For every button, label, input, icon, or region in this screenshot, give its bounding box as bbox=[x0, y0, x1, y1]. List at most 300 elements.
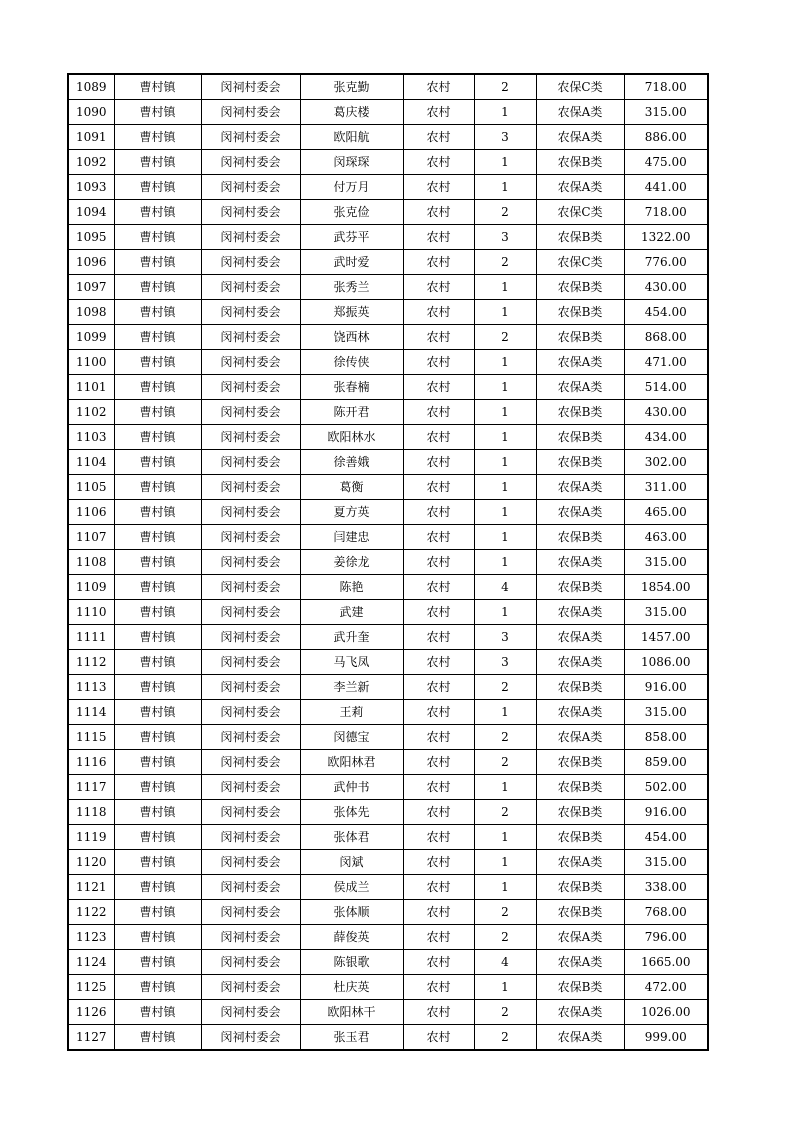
town-cell: 曹村镇 bbox=[114, 500, 201, 525]
area-type-cell: 农村 bbox=[403, 325, 474, 350]
row-number-cell: 1104 bbox=[68, 450, 114, 475]
insurance-category-cell: 农保A类 bbox=[536, 625, 624, 650]
area-type-cell: 农村 bbox=[403, 550, 474, 575]
row-number-cell: 1092 bbox=[68, 150, 114, 175]
row-number-cell: 1113 bbox=[68, 675, 114, 700]
table-row bbox=[68, 500, 708, 525]
town-cell: 曹村镇 bbox=[114, 300, 201, 325]
insurance-category-cell: 农保B类 bbox=[536, 400, 624, 425]
table-row bbox=[68, 450, 708, 475]
insurance-category-cell: 农保C类 bbox=[536, 200, 624, 225]
area-type-cell: 农村 bbox=[403, 675, 474, 700]
insurance-category-cell: 农保A类 bbox=[536, 375, 624, 400]
name-cell: 侯成兰 bbox=[300, 875, 403, 900]
town-cell: 曹村镇 bbox=[114, 925, 201, 950]
row-number-cell: 1093 bbox=[68, 175, 114, 200]
household-size-cell: 1 bbox=[474, 375, 536, 400]
row-number-cell: 1112 bbox=[68, 650, 114, 675]
name-cell: 葛衡 bbox=[300, 475, 403, 500]
household-size-cell: 1 bbox=[474, 450, 536, 475]
table-row bbox=[68, 525, 708, 550]
amount-cell: 475.00 bbox=[624, 150, 708, 175]
table-row bbox=[68, 475, 708, 500]
table-row bbox=[68, 850, 708, 875]
village-cell: 闵祠村委会 bbox=[201, 700, 300, 725]
name-cell: 闫建忠 bbox=[300, 525, 403, 550]
insurance-category-cell: 农保A类 bbox=[536, 175, 624, 200]
village-cell: 闵祠村委会 bbox=[201, 950, 300, 975]
name-cell: 武时爱 bbox=[300, 250, 403, 275]
household-size-cell: 1 bbox=[474, 525, 536, 550]
amount-cell: 454.00 bbox=[624, 300, 708, 325]
table-row bbox=[68, 625, 708, 650]
name-cell: 徐传侠 bbox=[300, 350, 403, 375]
household-size-cell: 1 bbox=[474, 475, 536, 500]
row-number-cell: 1115 bbox=[68, 725, 114, 750]
household-size-cell: 1 bbox=[474, 275, 536, 300]
town-cell: 曹村镇 bbox=[114, 875, 201, 900]
row-number-cell: 1106 bbox=[68, 500, 114, 525]
area-type-cell: 农村 bbox=[403, 850, 474, 875]
amount-cell: 718.00 bbox=[624, 200, 708, 225]
insurance-category-cell: 农保A类 bbox=[536, 850, 624, 875]
table-row bbox=[68, 250, 708, 275]
village-cell: 闵祠村委会 bbox=[201, 550, 300, 575]
table-row bbox=[68, 425, 708, 450]
insurance-category-cell: 农保C类 bbox=[536, 74, 624, 100]
table-row bbox=[68, 675, 708, 700]
town-cell: 曹村镇 bbox=[114, 550, 201, 575]
household-size-cell: 2 bbox=[474, 1025, 536, 1051]
household-size-cell: 1 bbox=[474, 775, 536, 800]
relief-roster-table bbox=[67, 73, 709, 1051]
table-row bbox=[68, 100, 708, 125]
household-size-cell: 1 bbox=[474, 425, 536, 450]
town-cell: 曹村镇 bbox=[114, 975, 201, 1000]
amount-cell: 1322.00 bbox=[624, 225, 708, 250]
household-size-cell: 1 bbox=[474, 700, 536, 725]
table-row bbox=[68, 975, 708, 1000]
row-number-cell: 1103 bbox=[68, 425, 114, 450]
name-cell: 张体顺 bbox=[300, 900, 403, 925]
table-row bbox=[68, 400, 708, 425]
row-number-cell: 1125 bbox=[68, 975, 114, 1000]
amount-cell: 858.00 bbox=[624, 725, 708, 750]
area-type-cell: 农村 bbox=[403, 175, 474, 200]
household-size-cell: 2 bbox=[474, 325, 536, 350]
row-number-cell: 1102 bbox=[68, 400, 114, 425]
household-size-cell: 2 bbox=[474, 1000, 536, 1025]
amount-cell: 471.00 bbox=[624, 350, 708, 375]
household-size-cell: 1 bbox=[474, 550, 536, 575]
town-cell: 曹村镇 bbox=[114, 525, 201, 550]
table-row bbox=[68, 350, 708, 375]
village-cell: 闵祠村委会 bbox=[201, 325, 300, 350]
amount-cell: 916.00 bbox=[624, 800, 708, 825]
village-cell: 闵祠村委会 bbox=[201, 875, 300, 900]
household-size-cell: 1 bbox=[474, 350, 536, 375]
name-cell: 饶西林 bbox=[300, 325, 403, 350]
village-cell: 闵祠村委会 bbox=[201, 200, 300, 225]
row-number-cell: 1098 bbox=[68, 300, 114, 325]
area-type-cell: 农村 bbox=[403, 775, 474, 800]
amount-cell: 768.00 bbox=[624, 900, 708, 925]
insurance-category-cell: 农保B类 bbox=[536, 900, 624, 925]
insurance-category-cell: 农保C类 bbox=[536, 250, 624, 275]
town-cell: 曹村镇 bbox=[114, 450, 201, 475]
insurance-category-cell: 农保A类 bbox=[536, 475, 624, 500]
amount-cell: 1026.00 bbox=[624, 1000, 708, 1025]
row-number-cell: 1120 bbox=[68, 850, 114, 875]
name-cell: 郑振英 bbox=[300, 300, 403, 325]
town-cell: 曹村镇 bbox=[114, 74, 201, 100]
insurance-category-cell: 农保B类 bbox=[536, 225, 624, 250]
village-cell: 闵祠村委会 bbox=[201, 275, 300, 300]
insurance-category-cell: 农保A类 bbox=[536, 500, 624, 525]
insurance-category-cell: 农保B类 bbox=[536, 525, 624, 550]
row-number-cell: 1107 bbox=[68, 525, 114, 550]
town-cell: 曹村镇 bbox=[114, 275, 201, 300]
household-size-cell: 3 bbox=[474, 650, 536, 675]
village-cell: 闵祠村委会 bbox=[201, 1000, 300, 1025]
village-cell: 闵祠村委会 bbox=[201, 850, 300, 875]
name-cell: 陈开君 bbox=[300, 400, 403, 425]
table-row bbox=[68, 275, 708, 300]
row-number-cell: 1126 bbox=[68, 1000, 114, 1025]
table-row bbox=[68, 775, 708, 800]
row-number-cell: 1096 bbox=[68, 250, 114, 275]
insurance-category-cell: 农保B类 bbox=[536, 325, 624, 350]
name-cell: 张体君 bbox=[300, 825, 403, 850]
area-type-cell: 农村 bbox=[403, 825, 474, 850]
name-cell: 张克俭 bbox=[300, 200, 403, 225]
name-cell: 付万月 bbox=[300, 175, 403, 200]
insurance-category-cell: 农保B类 bbox=[536, 800, 624, 825]
household-size-cell: 1 bbox=[474, 175, 536, 200]
name-cell: 陈银歌 bbox=[300, 950, 403, 975]
village-cell: 闵祠村委会 bbox=[201, 800, 300, 825]
village-cell: 闵祠村委会 bbox=[201, 1025, 300, 1051]
area-type-cell: 农村 bbox=[403, 950, 474, 975]
area-type-cell: 农村 bbox=[403, 225, 474, 250]
table-row bbox=[68, 125, 708, 150]
village-cell: 闵祠村委会 bbox=[201, 900, 300, 925]
table-row bbox=[68, 700, 708, 725]
row-number-cell: 1100 bbox=[68, 350, 114, 375]
town-cell: 曹村镇 bbox=[114, 1000, 201, 1025]
area-type-cell: 农村 bbox=[403, 125, 474, 150]
village-cell: 闵祠村委会 bbox=[201, 425, 300, 450]
row-number-cell: 1118 bbox=[68, 800, 114, 825]
town-cell: 曹村镇 bbox=[114, 825, 201, 850]
name-cell: 姜徐龙 bbox=[300, 550, 403, 575]
amount-cell: 315.00 bbox=[624, 850, 708, 875]
name-cell: 马飞凤 bbox=[300, 650, 403, 675]
amount-cell: 463.00 bbox=[624, 525, 708, 550]
village-cell: 闵祠村委会 bbox=[201, 600, 300, 625]
table-row bbox=[68, 950, 708, 975]
village-cell: 闵祠村委会 bbox=[201, 175, 300, 200]
town-cell: 曹村镇 bbox=[114, 150, 201, 175]
insurance-category-cell: 农保A类 bbox=[536, 1025, 624, 1051]
town-cell: 曹村镇 bbox=[114, 650, 201, 675]
table-row bbox=[68, 1025, 708, 1051]
village-cell: 闵祠村委会 bbox=[201, 400, 300, 425]
name-cell: 薛俊英 bbox=[300, 925, 403, 950]
amount-cell: 796.00 bbox=[624, 925, 708, 950]
village-cell: 闵祠村委会 bbox=[201, 725, 300, 750]
amount-cell: 465.00 bbox=[624, 500, 708, 525]
table-row bbox=[68, 375, 708, 400]
name-cell: 张春楠 bbox=[300, 375, 403, 400]
amount-cell: 315.00 bbox=[624, 700, 708, 725]
row-number-cell: 1105 bbox=[68, 475, 114, 500]
row-number-cell: 1111 bbox=[68, 625, 114, 650]
insurance-category-cell: 农保A类 bbox=[536, 600, 624, 625]
village-cell: 闵祠村委会 bbox=[201, 125, 300, 150]
household-size-cell: 2 bbox=[474, 74, 536, 100]
insurance-category-cell: 农保B类 bbox=[536, 875, 624, 900]
row-number-cell: 1094 bbox=[68, 200, 114, 225]
table-row bbox=[68, 175, 708, 200]
name-cell: 葛庆楼 bbox=[300, 100, 403, 125]
name-cell: 徐善娥 bbox=[300, 450, 403, 475]
name-cell: 闵斌 bbox=[300, 850, 403, 875]
name-cell: 闵琛琛 bbox=[300, 150, 403, 175]
area-type-cell: 农村 bbox=[403, 1025, 474, 1051]
table-row bbox=[68, 750, 708, 775]
amount-cell: 886.00 bbox=[624, 125, 708, 150]
amount-cell: 1086.00 bbox=[624, 650, 708, 675]
amount-cell: 999.00 bbox=[624, 1025, 708, 1051]
town-cell: 曹村镇 bbox=[114, 425, 201, 450]
village-cell: 闵祠村委会 bbox=[201, 525, 300, 550]
town-cell: 曹村镇 bbox=[114, 225, 201, 250]
area-type-cell: 农村 bbox=[403, 700, 474, 725]
household-size-cell: 1 bbox=[474, 600, 536, 625]
village-cell: 闵祠村委会 bbox=[201, 650, 300, 675]
row-number-cell: 1108 bbox=[68, 550, 114, 575]
insurance-category-cell: 农保A类 bbox=[536, 1000, 624, 1025]
name-cell: 欧阳航 bbox=[300, 125, 403, 150]
amount-cell: 311.00 bbox=[624, 475, 708, 500]
village-cell: 闵祠村委会 bbox=[201, 250, 300, 275]
town-cell: 曹村镇 bbox=[114, 950, 201, 975]
area-type-cell: 农村 bbox=[403, 250, 474, 275]
area-type-cell: 农村 bbox=[403, 725, 474, 750]
town-cell: 曹村镇 bbox=[114, 800, 201, 825]
amount-cell: 859.00 bbox=[624, 750, 708, 775]
amount-cell: 430.00 bbox=[624, 400, 708, 425]
town-cell: 曹村镇 bbox=[114, 775, 201, 800]
town-cell: 曹村镇 bbox=[114, 900, 201, 925]
area-type-cell: 农村 bbox=[403, 275, 474, 300]
row-number-cell: 1121 bbox=[68, 875, 114, 900]
town-cell: 曹村镇 bbox=[114, 600, 201, 625]
insurance-category-cell: 农保A类 bbox=[536, 925, 624, 950]
village-cell: 闵祠村委会 bbox=[201, 625, 300, 650]
town-cell: 曹村镇 bbox=[114, 575, 201, 600]
village-cell: 闵祠村委会 bbox=[201, 500, 300, 525]
amount-cell: 338.00 bbox=[624, 875, 708, 900]
area-type-cell: 农村 bbox=[403, 875, 474, 900]
town-cell: 曹村镇 bbox=[114, 175, 201, 200]
table-row bbox=[68, 925, 708, 950]
village-cell: 闵祠村委会 bbox=[201, 575, 300, 600]
table-row bbox=[68, 800, 708, 825]
row-number-cell: 1101 bbox=[68, 375, 114, 400]
area-type-cell: 农村 bbox=[403, 925, 474, 950]
household-size-cell: 1 bbox=[474, 100, 536, 125]
insurance-category-cell: 农保A类 bbox=[536, 125, 624, 150]
area-type-cell: 农村 bbox=[403, 350, 474, 375]
name-cell: 张玉君 bbox=[300, 1025, 403, 1051]
amount-cell: 1665.00 bbox=[624, 950, 708, 975]
table-row bbox=[68, 875, 708, 900]
amount-cell: 434.00 bbox=[624, 425, 708, 450]
town-cell: 曹村镇 bbox=[114, 850, 201, 875]
name-cell: 王莉 bbox=[300, 700, 403, 725]
insurance-category-cell: 农保A类 bbox=[536, 550, 624, 575]
town-cell: 曹村镇 bbox=[114, 100, 201, 125]
amount-cell: 1457.00 bbox=[624, 625, 708, 650]
insurance-category-cell: 农保A类 bbox=[536, 700, 624, 725]
row-number-cell: 1095 bbox=[68, 225, 114, 250]
table-row bbox=[68, 150, 708, 175]
insurance-category-cell: 农保B类 bbox=[536, 150, 624, 175]
name-cell: 夏方英 bbox=[300, 500, 403, 525]
insurance-category-cell: 农保A类 bbox=[536, 950, 624, 975]
table-row bbox=[68, 650, 708, 675]
insurance-category-cell: 农保A类 bbox=[536, 725, 624, 750]
village-cell: 闵祠村委会 bbox=[201, 775, 300, 800]
household-size-cell: 2 bbox=[474, 800, 536, 825]
area-type-cell: 农村 bbox=[403, 74, 474, 100]
table-row bbox=[68, 225, 708, 250]
area-type-cell: 农村 bbox=[403, 300, 474, 325]
amount-cell: 430.00 bbox=[624, 275, 708, 300]
area-type-cell: 农村 bbox=[403, 1000, 474, 1025]
area-type-cell: 农村 bbox=[403, 525, 474, 550]
insurance-category-cell: 农保A类 bbox=[536, 650, 624, 675]
name-cell: 张体先 bbox=[300, 800, 403, 825]
name-cell: 陈艳 bbox=[300, 575, 403, 600]
name-cell: 欧阳林君 bbox=[300, 750, 403, 775]
table-row bbox=[68, 825, 708, 850]
area-type-cell: 农村 bbox=[403, 375, 474, 400]
table-row bbox=[68, 74, 708, 100]
table-row bbox=[68, 900, 708, 925]
area-type-cell: 农村 bbox=[403, 625, 474, 650]
insurance-category-cell: 农保B类 bbox=[536, 750, 624, 775]
amount-cell: 916.00 bbox=[624, 675, 708, 700]
amount-cell: 315.00 bbox=[624, 550, 708, 575]
amount-cell: 302.00 bbox=[624, 450, 708, 475]
insurance-category-cell: 农保B类 bbox=[536, 675, 624, 700]
area-type-cell: 农村 bbox=[403, 450, 474, 475]
insurance-category-cell: 农保A类 bbox=[536, 100, 624, 125]
amount-cell: 315.00 bbox=[624, 600, 708, 625]
row-number-cell: 1099 bbox=[68, 325, 114, 350]
name-cell: 欧阳林干 bbox=[300, 1000, 403, 1025]
amount-cell: 315.00 bbox=[624, 100, 708, 125]
amount-cell: 776.00 bbox=[624, 250, 708, 275]
household-size-cell: 2 bbox=[474, 200, 536, 225]
village-cell: 闵祠村委会 bbox=[201, 225, 300, 250]
household-size-cell: 1 bbox=[474, 850, 536, 875]
insurance-category-cell: 农保B类 bbox=[536, 425, 624, 450]
household-size-cell: 1 bbox=[474, 400, 536, 425]
insurance-category-cell: 农保B类 bbox=[536, 975, 624, 1000]
amount-cell: 1854.00 bbox=[624, 575, 708, 600]
name-cell: 李兰新 bbox=[300, 675, 403, 700]
village-cell: 闵祠村委会 bbox=[201, 750, 300, 775]
household-size-cell: 3 bbox=[474, 625, 536, 650]
household-size-cell: 3 bbox=[474, 125, 536, 150]
amount-cell: 454.00 bbox=[624, 825, 708, 850]
town-cell: 曹村镇 bbox=[114, 375, 201, 400]
row-number-cell: 1090 bbox=[68, 100, 114, 125]
name-cell: 武芬平 bbox=[300, 225, 403, 250]
table-row bbox=[68, 300, 708, 325]
town-cell: 曹村镇 bbox=[114, 475, 201, 500]
household-size-cell: 2 bbox=[474, 725, 536, 750]
row-number-cell: 1127 bbox=[68, 1025, 114, 1051]
household-size-cell: 2 bbox=[474, 750, 536, 775]
household-size-cell: 2 bbox=[474, 675, 536, 700]
insurance-category-cell: 农保B类 bbox=[536, 275, 624, 300]
village-cell: 闵祠村委会 bbox=[201, 100, 300, 125]
village-cell: 闵祠村委会 bbox=[201, 450, 300, 475]
table-row bbox=[68, 200, 708, 225]
insurance-category-cell: 农保B类 bbox=[536, 825, 624, 850]
village-cell: 闵祠村委会 bbox=[201, 825, 300, 850]
name-cell: 张秀兰 bbox=[300, 275, 403, 300]
amount-cell: 718.00 bbox=[624, 74, 708, 100]
area-type-cell: 农村 bbox=[403, 475, 474, 500]
village-cell: 闵祠村委会 bbox=[201, 925, 300, 950]
town-cell: 曹村镇 bbox=[114, 125, 201, 150]
table-row bbox=[68, 725, 708, 750]
amount-cell: 868.00 bbox=[624, 325, 708, 350]
household-size-cell: 1 bbox=[474, 875, 536, 900]
area-type-cell: 农村 bbox=[403, 100, 474, 125]
household-size-cell: 1 bbox=[474, 300, 536, 325]
village-cell: 闵祠村委会 bbox=[201, 150, 300, 175]
row-number-cell: 1116 bbox=[68, 750, 114, 775]
name-cell: 杜庆英 bbox=[300, 975, 403, 1000]
area-type-cell: 农村 bbox=[403, 400, 474, 425]
village-cell: 闵祠村委会 bbox=[201, 475, 300, 500]
village-cell: 闵祠村委会 bbox=[201, 300, 300, 325]
area-type-cell: 农村 bbox=[403, 500, 474, 525]
table-row bbox=[68, 600, 708, 625]
name-cell: 张克勤 bbox=[300, 74, 403, 100]
household-size-cell: 2 bbox=[474, 900, 536, 925]
village-cell: 闵祠村委会 bbox=[201, 675, 300, 700]
insurance-category-cell: 农保B类 bbox=[536, 575, 624, 600]
amount-cell: 502.00 bbox=[624, 775, 708, 800]
area-type-cell: 农村 bbox=[403, 650, 474, 675]
town-cell: 曹村镇 bbox=[114, 350, 201, 375]
village-cell: 闵祠村委会 bbox=[201, 350, 300, 375]
area-type-cell: 农村 bbox=[403, 200, 474, 225]
area-type-cell: 农村 bbox=[403, 600, 474, 625]
row-number-cell: 1123 bbox=[68, 925, 114, 950]
town-cell: 曹村镇 bbox=[114, 1025, 201, 1051]
row-number-cell: 1114 bbox=[68, 700, 114, 725]
insurance-category-cell: 农保B类 bbox=[536, 300, 624, 325]
